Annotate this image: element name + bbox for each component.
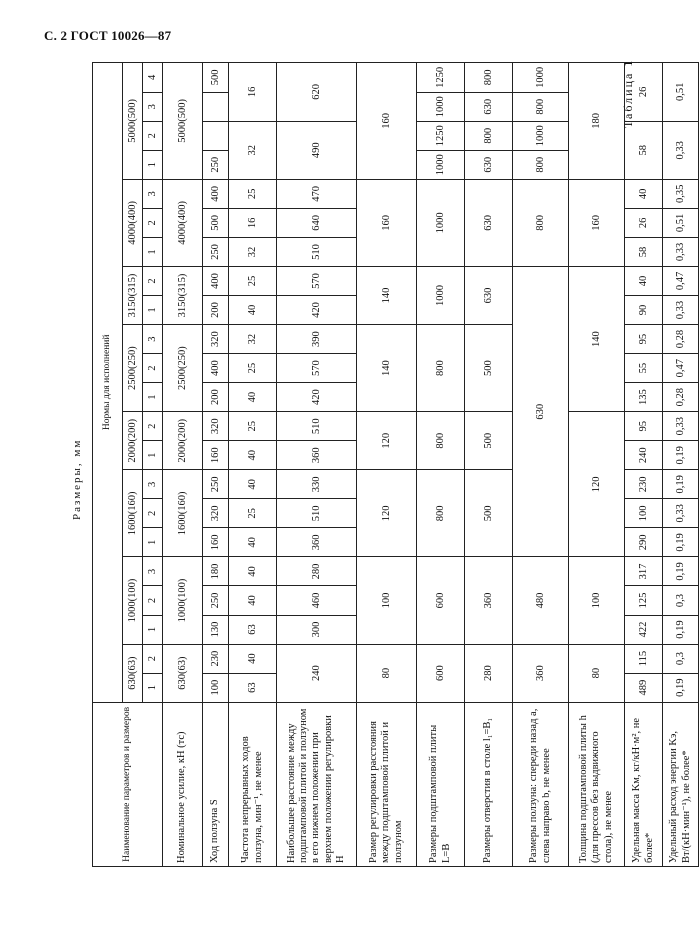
table-cell: 40 (625, 266, 663, 295)
parameters-table (92, 62, 699, 867)
table-cell: 2000(200) (163, 412, 203, 470)
table-cell: 500 (465, 325, 513, 412)
table-cell: 280 (277, 557, 357, 586)
norms-header: Нормы для исполнений (93, 63, 123, 703)
table-cell: 240 (625, 441, 663, 470)
table-cell (203, 92, 229, 121)
table-cell: 63 (229, 615, 277, 644)
table-cell: 180 (569, 63, 625, 180)
table-cell: 5000(500) (163, 63, 203, 180)
table-cell: 0,19 (663, 470, 699, 499)
table-cell: 330 (277, 470, 357, 499)
table-cell: 120 (357, 470, 417, 557)
table-cell: 32 (229, 237, 277, 266)
table-cell: 500 (203, 208, 229, 237)
table-cell: 0,35 (663, 179, 699, 208)
table-cell: 1000 (513, 121, 569, 150)
variant-header: 2 (143, 586, 163, 615)
row-label: Наибольшее расстояние между подштамповой плитой и ползуном в его нижнем положении при верхнем положении регулировки H (277, 702, 357, 866)
table-cell: 90 (625, 296, 663, 325)
table-cell: 25 (229, 179, 277, 208)
table-cell: 0,33 (663, 237, 699, 266)
table-cell: 600 (417, 644, 465, 702)
group-header: 3150(315) (123, 266, 143, 324)
table-cell: 0,33 (663, 412, 699, 441)
table-cell: 200 (203, 296, 229, 325)
table-cell: 510 (277, 412, 357, 441)
table-cell: 0,3 (663, 644, 699, 673)
table-cell: 500 (465, 470, 513, 557)
variant-header: 1 (143, 441, 163, 470)
table-cell: 40 (625, 179, 663, 208)
row-label: Частота непрерывных ходов ползуна, мин⁻¹, не менее (229, 702, 277, 866)
table-cell: 25 (229, 354, 277, 383)
variant-header: 1 (143, 673, 163, 702)
table-cell: 1600(160) (163, 470, 203, 557)
table-cell: 0,3 (663, 586, 699, 615)
table-cell: 40 (229, 557, 277, 586)
table-cell: 16 (229, 63, 277, 122)
group-header: 1600(160) (123, 470, 143, 557)
table-cell: 800 (417, 470, 465, 557)
row-label: Размеры отверстия в столе l₁=B₁ (465, 702, 513, 866)
table-cell: 160 (357, 179, 417, 266)
table-cell: 0,33 (663, 499, 699, 528)
table-cell: 80 (357, 644, 417, 702)
row-label: Номинальное усилие, кН (тс) (163, 702, 203, 866)
table-cell: 470 (277, 179, 357, 208)
table-cell: 400 (203, 354, 229, 383)
table-cell: 160 (569, 179, 625, 266)
table-cell: 0,33 (663, 296, 699, 325)
table-cell: 400 (203, 179, 229, 208)
table-cell: 600 (417, 557, 465, 644)
variant-header: 3 (143, 179, 163, 208)
table-cell: 420 (277, 296, 357, 325)
table-cell: 25 (229, 266, 277, 295)
row-label: Толщина подштамповой плиты h (для прессов без выдвижного стола), не менее (569, 702, 625, 866)
table-cell: 500 (203, 63, 229, 93)
table-cell: 16 (229, 208, 277, 237)
table-cell (203, 121, 229, 150)
table-cell: 1000 (417, 150, 465, 179)
table-cell: 0,19 (663, 615, 699, 644)
table-cell: 510 (277, 237, 357, 266)
table-cell: 58 (625, 121, 663, 179)
table-cell: 80 (569, 644, 625, 702)
table-cell: 630 (465, 150, 513, 179)
table-cell: 390 (277, 325, 357, 354)
table-cell: 3150(315) (163, 266, 203, 324)
table-cell: 0,47 (663, 354, 699, 383)
table-cell: 1000(100) (163, 557, 203, 644)
table-cell: 320 (203, 499, 229, 528)
table-cell: 55 (625, 354, 663, 383)
table-cell: 360 (277, 528, 357, 557)
table-cell: 140 (357, 266, 417, 324)
table-cell: 800 (417, 325, 465, 412)
table-cell: 630 (465, 266, 513, 324)
table-cell: 360 (277, 441, 357, 470)
parameter-column-header: Наименование параметров и размеров (93, 702, 163, 866)
table-cell: 640 (277, 208, 357, 237)
table-cell: 320 (203, 412, 229, 441)
table-cell: 0,19 (663, 557, 699, 586)
table-cell: 360 (513, 644, 569, 702)
table-cell: 200 (203, 383, 229, 412)
table-cell: 2500(250) (163, 325, 203, 412)
table-cell: 140 (357, 325, 417, 412)
table-cell: 800 (513, 150, 569, 179)
variant-header: 2 (143, 208, 163, 237)
table-cell: 40 (229, 528, 277, 557)
table-cell: 1000 (417, 266, 465, 324)
rotated-table (92, 62, 692, 867)
variant-header: 3 (143, 470, 163, 499)
variant-header: 2 (143, 266, 163, 295)
group-header: 2000(200) (123, 412, 143, 470)
table-cell: 280 (465, 644, 513, 702)
table-cell: 0,19 (663, 528, 699, 557)
table-cell: 630 (465, 179, 513, 266)
table-cell: 489 (625, 673, 663, 702)
group-header: 5000(500) (123, 63, 143, 180)
table-cell: 250 (203, 470, 229, 499)
row-label: Размеры ползуна: спереди назад a, слева направо b, не менее (513, 702, 569, 866)
group-header: 4000(400) (123, 179, 143, 266)
table-cell: 4000(400) (163, 179, 203, 266)
table-cell: 140 (569, 266, 625, 411)
variant-header: 3 (143, 92, 163, 121)
variant-header: 1 (143, 296, 163, 325)
variant-header: 4 (143, 63, 163, 93)
group-header: 630(63) (123, 644, 143, 702)
table-cell: 100 (569, 557, 625, 644)
row-label: Ход ползуна S (203, 702, 229, 866)
table-cell: 0,19 (663, 673, 699, 702)
table-cell: 800 (465, 121, 513, 150)
table-cell: 400 (203, 266, 229, 295)
table-cell: 120 (569, 412, 625, 557)
table-cell: 32 (229, 121, 277, 179)
table-cell: 0,28 (663, 383, 699, 412)
variant-header: 1 (143, 615, 163, 644)
table-cell: 570 (277, 354, 357, 383)
variant-header: 1 (143, 383, 163, 412)
table-cell: 630 (513, 266, 569, 556)
table-cell: 40 (229, 470, 277, 499)
table-cell: 230 (625, 470, 663, 499)
variant-header: 2 (143, 354, 163, 383)
table-cell: 25 (229, 412, 277, 441)
table-cell: 250 (203, 237, 229, 266)
sizes-label: Размеры, мм (71, 438, 83, 520)
variant-header: 2 (143, 121, 163, 150)
table-cell: 25 (229, 499, 277, 528)
table-label: Таблица 1 (621, 58, 635, 128)
table-cell: 63 (229, 673, 277, 702)
table-cell: 510 (277, 499, 357, 528)
table-cell: 0,28 (663, 325, 699, 354)
table-cell: 0,33 (663, 121, 699, 179)
table-cell: 40 (229, 383, 277, 412)
table-cell: 40 (229, 644, 277, 673)
table-cell: 160 (203, 441, 229, 470)
table-cell: 0,47 (663, 266, 699, 295)
table-cell: 130 (203, 615, 229, 644)
row-label: Удельная масса Kм, кг/кН·м², не более* (625, 702, 663, 866)
table-cell: 500 (465, 412, 513, 470)
table-cell: 120 (357, 412, 417, 470)
group-header: 1000(100) (123, 557, 143, 644)
table-cell: 800 (513, 179, 569, 266)
table-cell: 630 (465, 92, 513, 121)
table-cell: 135 (625, 383, 663, 412)
table-cell: 100 (625, 499, 663, 528)
table-cell: 1000 (417, 179, 465, 266)
row-label: Размеры подштамповой плиты L=B (417, 702, 465, 866)
table-cell: 26 (625, 63, 663, 122)
table-cell: 100 (203, 673, 229, 702)
table-cell: 480 (513, 557, 569, 644)
variant-header: 1 (143, 528, 163, 557)
table-cell: 317 (625, 557, 663, 586)
table-cell: 422 (625, 615, 663, 644)
table-cell: 230 (203, 644, 229, 673)
table-cell: 100 (357, 557, 417, 644)
table-cell: 160 (357, 63, 417, 180)
table-cell: 360 (465, 557, 513, 644)
table-cell: 570 (277, 266, 357, 295)
table-cell: 800 (465, 63, 513, 93)
table-cell: 490 (277, 121, 357, 179)
table-cell: 1000 (417, 92, 465, 121)
table-cell: 630(63) (163, 644, 203, 702)
table-cell: 320 (203, 325, 229, 354)
table-cell: 1250 (417, 121, 465, 150)
table-cell: 800 (417, 412, 465, 470)
variant-header: 3 (143, 325, 163, 354)
table-cell: 250 (203, 586, 229, 615)
variant-header: 3 (143, 557, 163, 586)
table-cell: 240 (277, 644, 357, 702)
table-cell: 290 (625, 528, 663, 557)
table-cell: 1000 (513, 63, 569, 93)
table-cell: 40 (229, 586, 277, 615)
table-cell: 40 (229, 296, 277, 325)
table-cell: 420 (277, 383, 357, 412)
variant-header: 1 (143, 237, 163, 266)
table-cell: 180 (203, 557, 229, 586)
row-label: Размер регулировки расстояния между подштамповой плитой и ползуном (357, 702, 417, 866)
group-header: 2500(250) (123, 325, 143, 412)
table-cell: 26 (625, 208, 663, 237)
row-label: Удельный расход энергии Kэ, Вт/(кН·мин⁻¹), не более* (663, 702, 699, 866)
table-cell: 40 (229, 441, 277, 470)
table-cell: 0,51 (663, 63, 699, 122)
table-cell: 32 (229, 325, 277, 354)
table-cell: 620 (277, 63, 357, 122)
table-cell: 125 (625, 586, 663, 615)
table-cell: 95 (625, 325, 663, 354)
table-cell: 460 (277, 586, 357, 615)
table-cell: 115 (625, 644, 663, 673)
table-cell: 250 (203, 150, 229, 179)
page-header: С. 2 ГОСТ 10026—87 (44, 28, 172, 43)
table-cell: 300 (277, 615, 357, 644)
table-cell: 800 (513, 92, 569, 121)
table-cell: 58 (625, 237, 663, 266)
variant-header: 2 (143, 499, 163, 528)
table-cell: 1250 (417, 63, 465, 93)
table-cell: 0,51 (663, 208, 699, 237)
table-cell: 0,19 (663, 441, 699, 470)
table-cell: 160 (203, 528, 229, 557)
variant-header: 1 (143, 150, 163, 179)
table-cell: 95 (625, 412, 663, 441)
variant-header: 2 (143, 412, 163, 441)
variant-header: 2 (143, 644, 163, 673)
